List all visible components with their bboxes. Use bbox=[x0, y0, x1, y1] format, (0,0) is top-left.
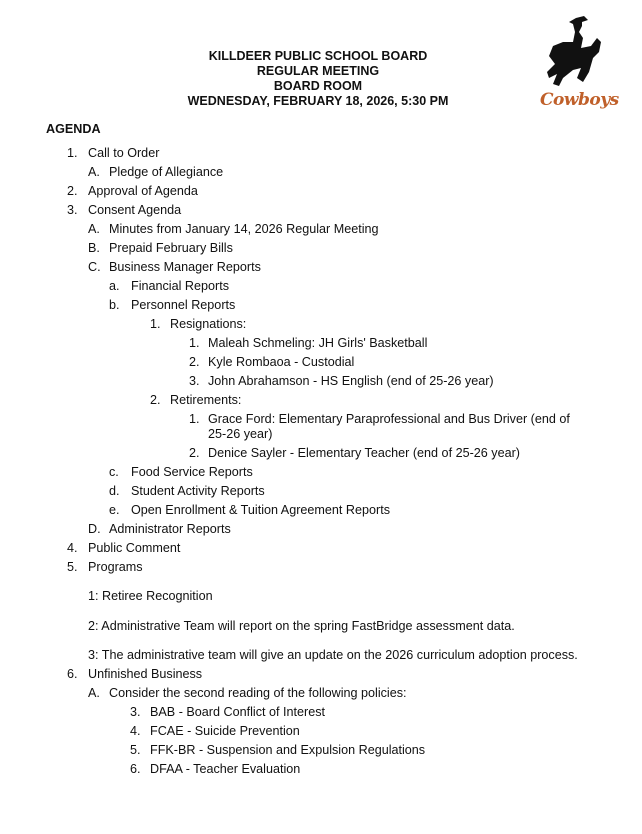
agenda-item-number: e. bbox=[109, 503, 120, 517]
agenda-item-text: Financial Reports bbox=[131, 279, 229, 293]
document-header bbox=[150, 49, 486, 109]
agenda-item-text: 1: Retiree Recognition bbox=[88, 589, 213, 603]
agenda-item-number: 2. bbox=[150, 393, 161, 407]
agenda-item-text: Minutes from January 14, 2026 Regular Meeting bbox=[109, 222, 379, 236]
agenda-item-number: 1. bbox=[150, 317, 161, 331]
agenda-item-number: 3. bbox=[67, 203, 78, 217]
agenda-item-text: FFK-BR - Suspension and Expulsion Regulations bbox=[150, 743, 426, 757]
header-meeting-type: REGULAR MEETING bbox=[256, 64, 380, 78]
agenda-item-number: 2. bbox=[67, 184, 78, 198]
agenda-item-number: 4. bbox=[130, 724, 141, 738]
agenda-item-text: Consider the second reading of the following policies: bbox=[109, 686, 407, 700]
agenda-item-number: b. bbox=[109, 298, 120, 312]
agenda-item-number: 3. bbox=[130, 705, 141, 719]
agenda-item-text: BAB - Board Conflict of Interest bbox=[150, 705, 325, 719]
agenda-item-number: 6. bbox=[67, 667, 78, 681]
agenda-item-text: 3: The administrative team will give an update on the 2026 curriculum adoption process. bbox=[88, 648, 578, 662]
agenda-item-text: Maleah Schmeling: JH Girls' Basketball bbox=[208, 336, 428, 350]
agenda-item-text: Administrator Reports bbox=[109, 522, 231, 536]
agenda-item-text: Pledge of Allegiance bbox=[109, 165, 224, 179]
agenda-item-number: D. bbox=[88, 522, 101, 536]
agenda-item-number: 3. bbox=[189, 374, 200, 388]
agenda-item-text: 2: Administrative Team will report on the spring FastBridge assessment data. bbox=[88, 619, 515, 633]
agenda-item-text: Food Service Reports bbox=[131, 465, 253, 479]
agenda-item-text: Kyle Rombaoa - Custodial bbox=[208, 355, 355, 369]
agenda-item-number: A. bbox=[88, 165, 100, 179]
header-location: BOARD ROOM bbox=[273, 79, 363, 93]
agenda-item-text: Student Activity Reports bbox=[131, 484, 265, 498]
agenda-item-number: A. bbox=[88, 686, 100, 700]
agenda-item-number: 1. bbox=[189, 412, 200, 426]
cowboys-logo-text: Cowboys bbox=[540, 90, 619, 110]
agenda-item-text: Unfinished Business bbox=[88, 667, 203, 681]
agenda-item-number: 1. bbox=[67, 146, 78, 160]
agenda-item-number: 6. bbox=[130, 762, 141, 776]
agenda-item-text: John Abrahamson - HS English (end of 25-26 year) bbox=[208, 374, 494, 388]
agenda-item-number: B. bbox=[88, 241, 100, 255]
agenda-item-number: 4. bbox=[67, 541, 78, 555]
agenda-item-text: Call to Order bbox=[88, 146, 160, 160]
agenda-item-number: 2. bbox=[189, 446, 200, 460]
agenda-item-text: Business Manager Reports bbox=[109, 260, 261, 274]
agenda-item-text: Open Enrollment & Tuition Agreement Reports bbox=[131, 503, 391, 517]
agenda-item-text: Consent Agenda bbox=[88, 203, 182, 217]
agenda-item-text: Denice Sayler - Elementary Teacher (end of 25-26 year) bbox=[208, 446, 520, 460]
agenda-item-text: Prepaid February Bills bbox=[109, 241, 233, 255]
agenda-item-text: Grace Ford: Elementary Paraprofessional and Bus Driver (end of bbox=[208, 412, 570, 426]
agenda-item-text: Approval of Agenda bbox=[88, 184, 198, 198]
agenda-item-number: 5. bbox=[130, 743, 141, 757]
agenda-item-text: Personnel Reports bbox=[131, 298, 236, 312]
agenda-item-text: Programs bbox=[88, 560, 143, 574]
agenda-item-text: FCAE - Suicide Prevention bbox=[150, 724, 300, 738]
agenda-item-number: 1. bbox=[189, 336, 200, 350]
agenda-title: AGENDA bbox=[46, 122, 101, 136]
agenda-item-number: 2. bbox=[189, 355, 200, 369]
agenda-item-text: DFAA - Teacher Evaluation bbox=[150, 762, 301, 776]
agenda-item-text: Public Comment bbox=[88, 541, 181, 555]
agenda-item-text-continued: 25-26 year) bbox=[208, 427, 273, 441]
agenda-item-number: 5. bbox=[67, 560, 78, 574]
agenda-item-number: d. bbox=[109, 484, 120, 498]
agenda-item-number: C. bbox=[88, 260, 101, 274]
agenda-item-number: c. bbox=[109, 465, 119, 479]
header-date-time: WEDNESDAY, FEBRUARY 18, 2026, 5:30 PM bbox=[187, 94, 449, 108]
agenda-item-text: Resignations: bbox=[170, 317, 247, 331]
agenda-item-number: a. bbox=[109, 279, 120, 293]
agenda-item-text: Retirements: bbox=[170, 393, 242, 407]
header-school-board: KILLDEER PUBLIC SCHOOL BOARD bbox=[208, 49, 428, 63]
agenda-item-number: A. bbox=[88, 222, 100, 236]
